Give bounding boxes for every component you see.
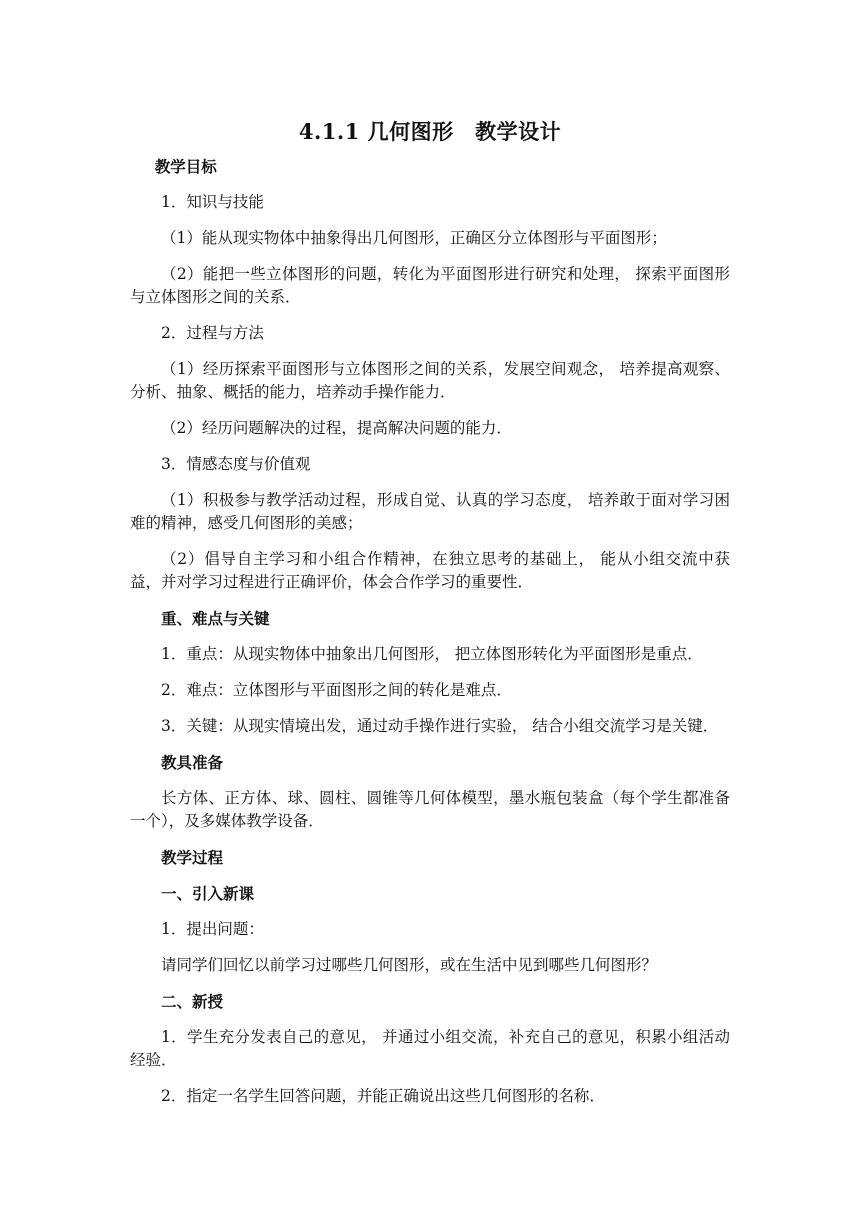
paragraph: 2．指定一名学生回答问题，并能正确说出这些几何图形的名称． xyxy=(161,1087,605,1105)
paragraph: （1）能从现实物体中抽象得出几何图形，正确区分立体图形与平面图形； xyxy=(161,229,667,247)
section-heading-intro: 一、引入新课 xyxy=(161,884,255,903)
paragraph: 请同学们回忆以前学习过哪些几何图形，或在生活中见到哪些几何图形？ xyxy=(161,956,658,974)
section-heading-materials: 教具准备 xyxy=(161,753,224,772)
paragraph: （1）经历探索平面图形与立体图形之间的关系，发展空间观念， 培养提高观察、分析、抽象、概括的能力，培养动手操作能力． xyxy=(130,360,730,401)
paragraph: 2．过程与方法 xyxy=(161,324,264,342)
paragraph: 1．提出问题： xyxy=(161,920,264,938)
paragraph: 1．学生充分发表自己的意见， 并通过小组交流，补充自己的意见，积累小组活动经验． xyxy=(130,1028,730,1069)
paragraph: （1）积极参与教学活动过程，形成自觉、认真的学习态度， 培养敢于面对学习困难的精神，感受几何图形的美感； xyxy=(130,491,730,532)
section-heading-objectives: 教学目标 xyxy=(154,157,217,176)
section-heading-key-points: 重、难点与关键 xyxy=(161,609,270,628)
paragraph: 1．知识与技能 xyxy=(161,193,264,211)
paragraph: （2）倡导自主学习和小组合作精神，在独立思考的基础上， 能从小组交流中获益，并对学习过程进行正确评价，体会合作学习的重要性． xyxy=(130,550,730,591)
paragraph: 长方体、正方体、球、圆柱、圆锥等几何体模型，墨水瓶包装盒（每个学生都准备一个），及多媒体教学设备． xyxy=(130,789,730,830)
paragraph: 3．情感态度与价值观 xyxy=(161,455,311,473)
paragraph: （2）经历问题解决的过程，提高解决问题的能力． xyxy=(161,419,512,437)
paragraph: （2）能把一些立体图形的问题，转化为平面图形进行研究和处理， 探索平面图形与立体图形之间的关系． xyxy=(130,265,730,306)
document-body xyxy=(130,155,730,1121)
paragraph: 1．重点：从现实物体中抽象出几何图形， 把立体图形转化为平面图形是重点． xyxy=(161,645,703,663)
paragraph: 3．关键：从现实情境出发，通过动手操作进行实验， 结合小组交流学习是关键． xyxy=(161,717,719,735)
paragraph: 2．难点：立体图形与平面图形之间的转化是难点． xyxy=(161,681,512,699)
section-heading-process: 教学过程 xyxy=(161,848,224,867)
document-title: 4.1.1 几何图形 教学设计 xyxy=(298,119,562,144)
section-heading-new-lesson: 二、新授 xyxy=(161,992,224,1011)
